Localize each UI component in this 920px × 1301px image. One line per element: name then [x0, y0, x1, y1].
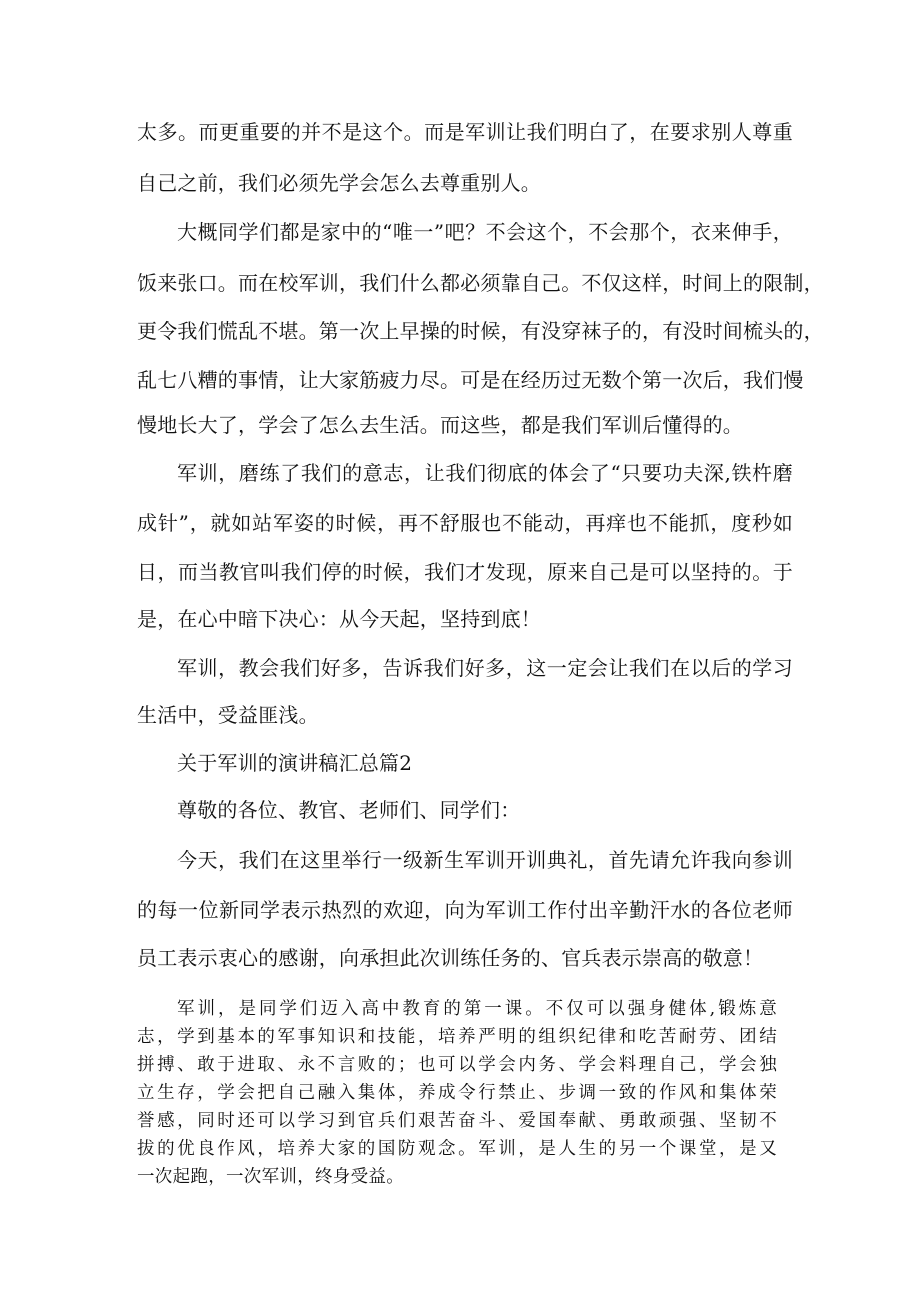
text-line: 日，而当教官叫我们停的时候，我们才发现，原来自己是可以坚持的。于 — [137, 560, 793, 584]
text-line: 慢地长大了，学会了怎么去生活。而这些，都是我们军训后懂得的。 — [137, 413, 743, 437]
text-line: 一次起跑，一次军训，终身受益。 — [137, 1167, 404, 1187]
text-line: 饭来张口。而在校军训，我们什么都必须靠自己。不仅这样，时间上的限制， — [137, 271, 824, 295]
text-line: 太多。而更重要的并不是这个。而是军训让我们明白了，在要求别人尊重 — [137, 120, 793, 144]
text-line: 员工表示衷心的感谢，向承担此次训练任务的、官兵表示崇高的敬意！ — [137, 946, 764, 970]
text-line: 是，在心中暗下决心：从今天起，坚持到底！ — [137, 607, 541, 631]
text-line: 拔的优良作风，培养大家的国防观念。军训，是人生的另一个课堂，是又 — [137, 1139, 777, 1159]
text-line: 成针”，就如站军姿的时候，再不舒服也不能动，再痒也不能抓，度秒如 — [137, 511, 793, 535]
section-heading: 关于军训的演讲稿汇总篇2 — [177, 751, 413, 775]
text-line: 今天，我们在这里举行一级新生军训开训典礼，首先请允许我向参训 — [177, 848, 793, 872]
salutation: 尊敬的各位、教官、老师们、同学们： — [177, 798, 521, 822]
text-line: 乱七八糟的事情，让大家筋疲力尽。可是在经历过无数个第一次后，我们慢 — [137, 368, 804, 392]
text-line: 军训，磨练了我们的意志，让我们彻底的体会了“只要功夫深,铁杵磨 — [177, 461, 793, 485]
text-line: 大概同学们都是家中的“唯一”吧？不会这个，不会那个，衣来伸手， — [177, 220, 793, 244]
text-line: 誉感，同时还可以学习到官兵们艰苦奋斗、爱国奉献、勇敢顽强、坚韧不 — [137, 1111, 777, 1131]
text-line: 拼搏、敢于进取、永不言败的；也可以学会内务、学会料理自己，学会独 — [137, 1055, 777, 1075]
text-line: 更令我们慌乱不堪。第一次上早操的时候，有没穿袜子的，有没时间梳头的， — [137, 319, 824, 343]
text-line: 军训，教会我们好多，告诉我们好多，这一定会让我们在以后的学习 — [177, 656, 793, 680]
text-line: 自己之前，我们必须先学会怎么去尊重别人。 — [137, 171, 541, 195]
text-line: 志，学到基本的军事知识和技能，培养严明的组织纪律和吃苦耐劳、团结 — [137, 1027, 777, 1047]
text-line: 立生存，学会把自己融入集体，养成令行禁止、步调一致的作风和集体荣 — [137, 1083, 777, 1103]
text-line: 的每一位新同学表示热烈的欢迎，向为军训工作付出辛勤汗水的各位老师 — [137, 898, 793, 922]
text-line: 生活中，受益匪浅。 — [137, 703, 319, 727]
text-line: 军训，是同学们迈入高中教育的第一课。不仅可以强身健体,锻炼意 — [177, 999, 777, 1019]
